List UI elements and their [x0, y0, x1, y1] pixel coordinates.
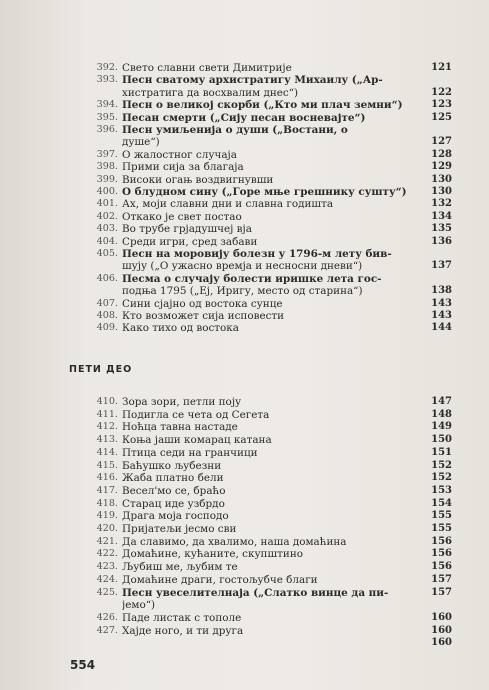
entry-number: 401.	[96, 198, 118, 210]
entry-title: Да славимо, да хвалимо, наша домаћина	[122, 535, 347, 548]
entry-page-number: 127	[431, 136, 452, 148]
entry-title: Зора зори, петли поју	[122, 396, 242, 408]
entry-number: 412.	[96, 421, 118, 433]
entry-page-number: 130	[431, 173, 452, 185]
entry-title: Песн на моровију болезн у 1796-м лету бив-	[122, 248, 392, 260]
entry-page-number: 156	[431, 535, 452, 547]
entry-page-number: 125	[431, 111, 452, 123]
entry-number: 395.	[96, 111, 118, 123]
entry-number: 425.	[96, 586, 118, 598]
entry-number: 406.	[96, 272, 118, 284]
entry-page-number: 156	[431, 548, 452, 560]
entry-number: 402.	[96, 210, 118, 222]
entry-number: 407.	[96, 297, 118, 309]
entry-title: Домаћине, кућаните, скупштино	[122, 548, 303, 561]
entry-page-number: 136	[431, 235, 452, 247]
entry-number: 419.	[96, 510, 118, 522]
entry-page-number: 160	[431, 611, 452, 623]
entry-title: душе“)	[122, 136, 160, 149]
entry-title: О жалостног случаја	[122, 148, 237, 161]
entry-number: 400.	[96, 186, 118, 197]
entry-number: 392.	[96, 62, 118, 73]
entry-number: 426.	[96, 611, 118, 623]
entry-title: Весел'мо се, браћо	[122, 484, 226, 497]
entry-page-number: 143	[431, 310, 452, 321]
entry-number: 393.	[96, 74, 118, 86]
section-heading: ПЕТИ ДЕО	[69, 364, 133, 375]
toc-entry	[96, 320, 452, 336]
entry-title: јемо“)	[122, 599, 156, 612]
entry-number: 408.	[96, 310, 118, 321]
entry-page-number: 135	[431, 223, 452, 235]
entry-title: Хајде ного, и ти друга	[122, 624, 244, 637]
entry-page-number: 160	[431, 637, 452, 649]
entry-number: 415.	[96, 459, 118, 471]
entry-title: Жаба платно бели	[122, 472, 224, 485]
entry-number: 414.	[96, 446, 118, 458]
entry-title: Коња јаши комарац катана	[122, 434, 272, 447]
entry-page-number: 130	[431, 186, 452, 197]
entry-page-number: 132	[431, 198, 452, 210]
entry-page-number: 128	[431, 148, 452, 160]
entry-title: подња 1795 („Ej, Иригу, место од старина“)	[122, 285, 363, 298]
entry-title: Високи огањ воздвигнувши	[122, 173, 274, 186]
entry-page-number: 155	[431, 510, 452, 522]
entry-number: 421.	[96, 535, 118, 547]
entry-title: Во трубе грјадушчеј вја	[122, 223, 252, 236]
entry-page-number: 155	[431, 523, 452, 534]
entry-title: Бaћушко љубезни	[122, 459, 222, 472]
entry-page-number: 153	[431, 484, 452, 496]
entry-number: 403.	[96, 223, 118, 235]
entry-page-number: 129	[431, 161, 452, 173]
entry-number: 422.	[96, 548, 118, 560]
entry-title: Прими сија за благаја	[122, 161, 244, 174]
entry-page-number: 156	[431, 561, 452, 573]
entry-page-number: 123	[431, 99, 452, 111]
entry-page-number: 150	[431, 434, 452, 446]
toc-entry	[96, 635, 452, 651]
entry-page-number: 121	[431, 62, 452, 73]
entry-title: Домаћине драги, гостољубче благи	[122, 573, 318, 586]
entry-title: Паде листак с тополе	[122, 611, 242, 624]
entry-number: 404.	[96, 235, 118, 247]
entry-title: Ах, моји славни дни и славна годишта	[122, 198, 334, 211]
entry-title: Драга моја господо	[122, 510, 229, 523]
entry-number: 420.	[96, 523, 118, 534]
entry-title: шују („О ужасно времја и несносни дневи“)	[122, 260, 363, 273]
entry-page-number: 160	[431, 624, 452, 636]
entry-title: Свето славни свети Димитрије	[122, 62, 292, 74]
entry-page-number: 147	[431, 396, 452, 407]
entry-title: О блудном сину („Горе мње грешнику сушту“)	[122, 186, 407, 198]
entry-title: Песан смерти („Сију песан восневајте“)	[122, 111, 366, 124]
entry-title: Птица седи на гранчици	[122, 446, 258, 459]
entry-page-number: 137	[431, 260, 452, 272]
entry-title: Откако је свет постао	[122, 210, 242, 223]
entry-page-number: 134	[431, 210, 452, 222]
entry-number: 405.	[96, 248, 118, 259]
entry-page-number: 151	[431, 446, 452, 458]
entry-number: 427.	[96, 624, 118, 636]
entry-title: Среди игри, сред забави	[122, 235, 258, 248]
entry-page-number: 152	[431, 472, 452, 484]
entry-title: Кто возможет сија исповести	[122, 310, 285, 322]
entry-page-number: 143	[431, 297, 452, 309]
entry-title: Како тихо од востока	[122, 322, 239, 335]
entry-number: 409.	[96, 322, 118, 334]
entry-number: 396.	[96, 124, 118, 135]
entry-page-number: 157	[431, 573, 452, 585]
entry-page-number: 122	[431, 86, 452, 98]
entry-page-number: 144	[431, 322, 452, 334]
page-number: 554	[70, 658, 96, 672]
entry-title: хистратига да восхвалим днес“)	[122, 86, 299, 99]
entry-page-number: 149	[431, 421, 452, 433]
entry-number: 418.	[96, 497, 118, 509]
entry-number: 416.	[96, 472, 118, 484]
entry-page-number: 152	[431, 459, 452, 471]
entry-title: Љубиш ме, љубим те	[122, 561, 238, 574]
entry-title: Песн сватому архистратигу Михаилу („Ар-	[122, 74, 383, 87]
entry-number: 411.	[96, 408, 118, 420]
entry-title: Песн увеселителнаја („Слатко винце да пи-	[122, 586, 389, 599]
entry-title: Песн о великој скорби („Кто ми плач земни“)	[122, 99, 403, 112]
entry-number: 410.	[96, 396, 118, 407]
entry-title: Сини сјајно од востока сунце	[122, 297, 283, 310]
entry-page-number: 138	[431, 285, 452, 297]
entry-page-number: 157	[431, 586, 452, 598]
entry-number: 423.	[96, 561, 118, 573]
entry-title: Старац иде узбрдо	[122, 497, 225, 510]
entry-number: 417.	[96, 484, 118, 496]
entry-number: 424.	[96, 573, 118, 585]
entry-title: Пријатељи јесмо сви	[122, 523, 237, 535]
entry-title: Ноћца тавна настаде	[122, 421, 238, 434]
entry-number: 394.	[96, 99, 118, 111]
entry-number: 399.	[96, 173, 118, 185]
entry-page-number: 148	[431, 408, 452, 420]
entry-number: 413.	[96, 434, 118, 446]
entry-page-number: 154	[431, 497, 452, 509]
entry-number: 398.	[96, 161, 118, 173]
entry-title: Песма о случају болести иришке лета гос-	[122, 272, 382, 285]
entry-title: Песн умиљенија о души („Востани, о	[122, 124, 348, 136]
entry-title: Подигла се чета од Сегета	[122, 408, 270, 421]
entry-number: 397.	[96, 148, 118, 160]
